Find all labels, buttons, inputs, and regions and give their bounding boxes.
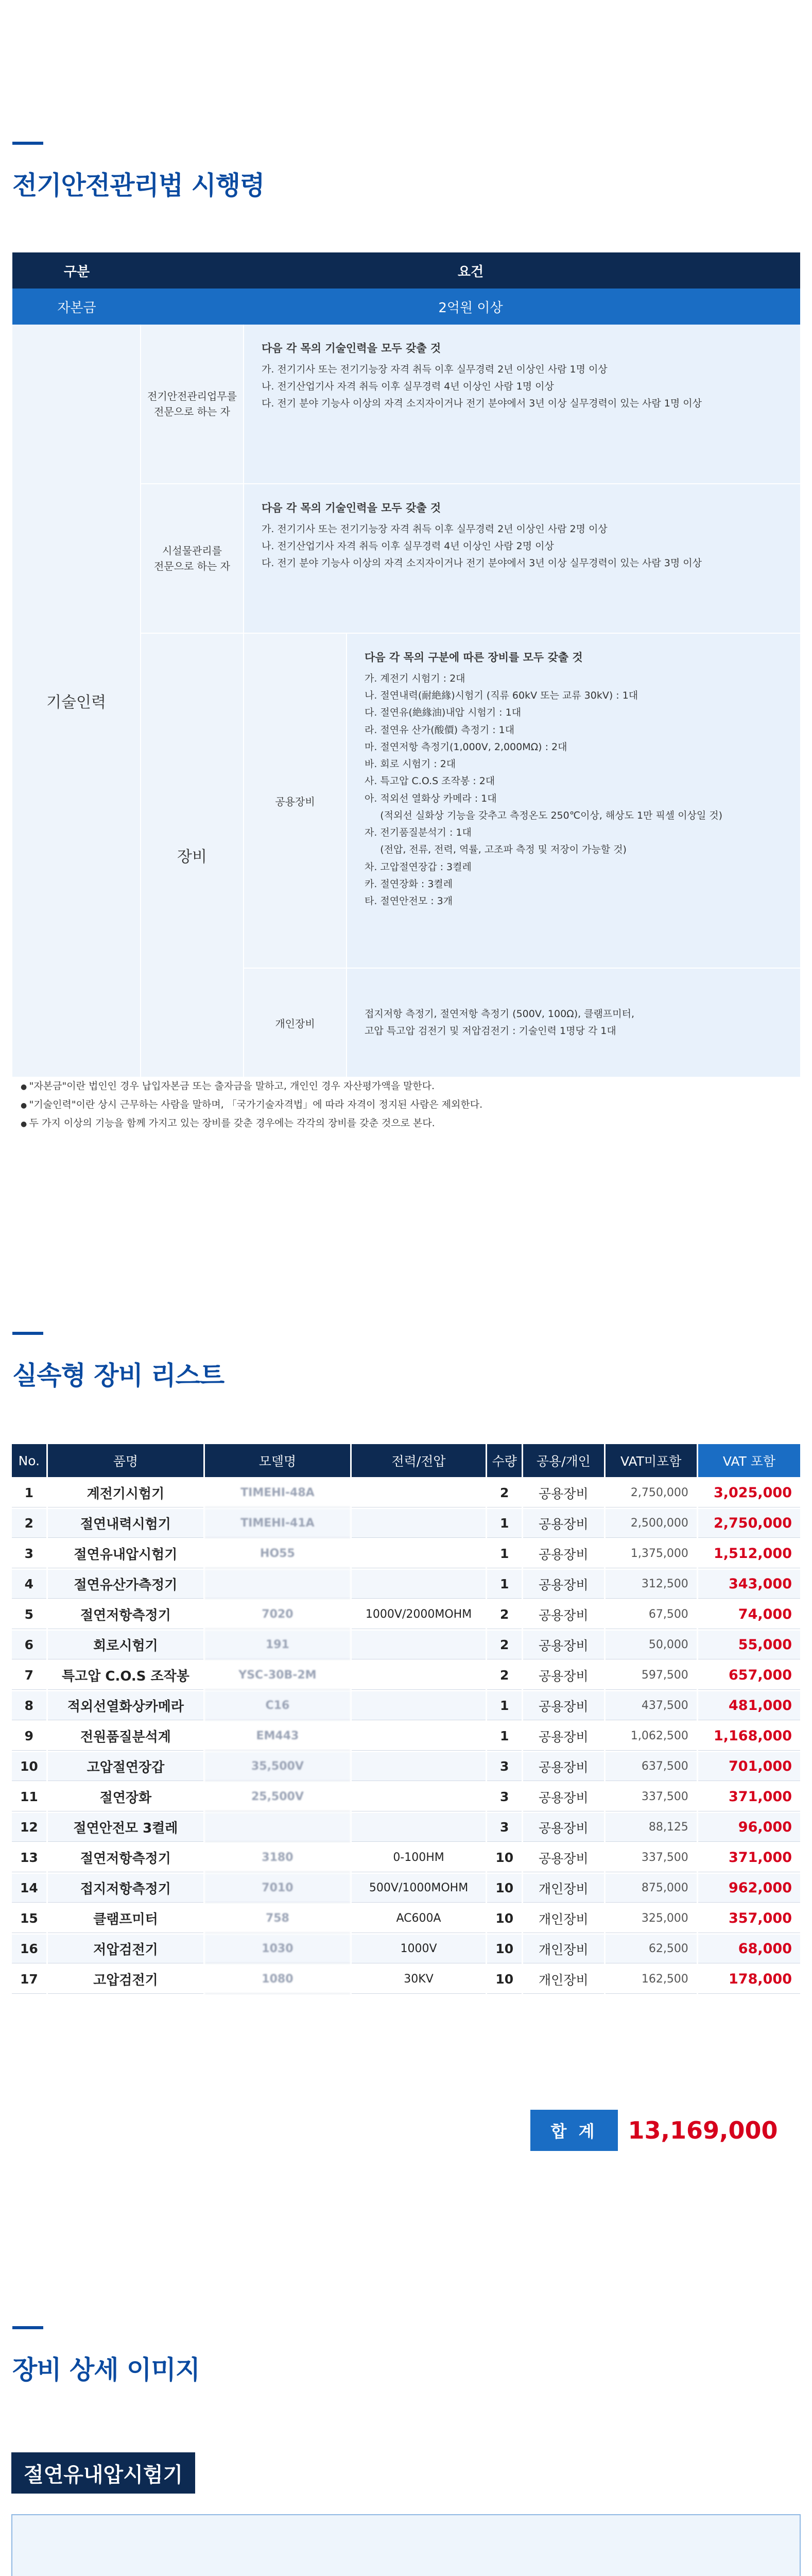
- experts-row: [141, 325, 800, 484]
- col-qty: 수량: [487, 1444, 522, 1477]
- tech-staff-label: 기술인력: [12, 325, 141, 1077]
- experts-text: 다음 각 목의 기술인력을 모두 갖출 것 가. 전기기사 또는 전기기능장 자격 취득 이후 실무경력 2년 이상인 사람 1명 이상 나. 전기산업기사 자격 취득 이후 실무경력 4년 이상인 사람 1명 이상 다. 전기 분야 기능사 이상의 자격 소지자이거나 전기 분야에서 3년 이상 실무경력이 있는 사람 1명 이상: [244, 325, 800, 483]
- row-qty: 10: [487, 1843, 522, 1872]
- row-no: 14: [12, 1874, 46, 1903]
- row-type: 개인장비: [523, 1904, 603, 1933]
- row-power: [352, 1813, 486, 1842]
- row-price: 67,500: [606, 1600, 697, 1629]
- table-row: [12, 1570, 800, 1599]
- row-name: 절연안전모 3켤레: [48, 1813, 203, 1842]
- row-price: 325,000: [606, 1904, 697, 1933]
- row-qty: 10: [487, 1965, 522, 1994]
- row-name: 접지저항측정기: [48, 1874, 203, 1903]
- row-qty: 1: [487, 1539, 522, 1568]
- row-power: [352, 1509, 486, 1538]
- facility-row: [141, 484, 800, 634]
- row-name: 계전기시험기: [48, 1479, 203, 1507]
- table-row: [12, 1752, 800, 1781]
- row-no: 13: [12, 1843, 46, 1872]
- row-price: 337,500: [606, 1843, 697, 1872]
- row-vat: 1,512,000: [698, 1539, 800, 1568]
- row-model: C16: [205, 1691, 350, 1720]
- row-type: 공용장비: [523, 1691, 603, 1720]
- row-vat: 357,000: [698, 1904, 800, 1933]
- row-qty: 3: [487, 1813, 522, 1842]
- personal-equipment-label: 개인장비: [244, 969, 347, 1077]
- table-row: [12, 1722, 800, 1751]
- row-no: 2: [12, 1509, 46, 1538]
- row-price: 62,500: [606, 1935, 697, 1963]
- col-price: VAT미포함: [606, 1444, 697, 1477]
- row-power: AC600A: [352, 1904, 486, 1933]
- row-no: 7: [12, 1661, 46, 1690]
- col-no: No.: [12, 1444, 46, 1477]
- col-model: 모델명: [205, 1444, 350, 1477]
- note-item: ● "자본금"이란 법인인 경우 납입자본금 또는 출자금을 말하고, 개인인 경우 자산평가액을 말한다.: [21, 1077, 482, 1095]
- row-model: YSC-30B-2M: [205, 1661, 350, 1690]
- section-title-law: 전기안전관리법 시행령: [12, 165, 264, 202]
- row-qty: 2: [487, 1479, 522, 1507]
- row-power: [352, 1539, 486, 1568]
- row-qty: 3: [487, 1783, 522, 1811]
- row-power: [352, 1661, 486, 1690]
- row-price: 2,500,000: [606, 1509, 697, 1538]
- total-label: 합 계: [530, 2110, 618, 2151]
- row-vat: 96,000: [698, 1813, 800, 1842]
- total-box: [530, 2110, 788, 2151]
- requirements-table: [12, 252, 800, 1077]
- row-model: HO55: [205, 1539, 350, 1568]
- row-price: 437,500: [606, 1691, 697, 1720]
- row-no: 10: [12, 1752, 46, 1781]
- facility-label: 시설물관리를 전문으로 하는 자: [141, 484, 244, 633]
- row-price: 312,500: [606, 1570, 697, 1599]
- row-no: 3: [12, 1539, 46, 1568]
- header-requirement: 요건: [457, 264, 484, 280]
- row-qty: 10: [487, 1935, 522, 1963]
- row-model: 7020: [205, 1600, 350, 1629]
- row-no: 5: [12, 1600, 46, 1629]
- row-vat: 3,025,000: [698, 1479, 800, 1507]
- col-vat: VAT 포함: [698, 1444, 800, 1477]
- table-row: [12, 1935, 800, 1963]
- capital-label: 자본금: [57, 300, 96, 316]
- row-qty: 2: [487, 1600, 522, 1629]
- row-type: 공용장비: [523, 1813, 603, 1842]
- row-no: 1: [12, 1479, 46, 1507]
- row-no: 15: [12, 1904, 46, 1933]
- row-model: TIMEHI-41A: [205, 1509, 350, 1538]
- row-name: 특고압 C.O.S 조작봉: [48, 1661, 203, 1690]
- row-vat: 2,750,000: [698, 1509, 800, 1538]
- row-type: 공용장비: [523, 1600, 603, 1629]
- requirements-header: [12, 252, 800, 289]
- row-power: [352, 1479, 486, 1507]
- row-model: [205, 1813, 350, 1842]
- row-vat: 701,000: [698, 1752, 800, 1781]
- row-name: 절연장화: [48, 1783, 203, 1811]
- table-row: [12, 1509, 800, 1538]
- row-type: 공용장비: [523, 1479, 603, 1507]
- row-qty: 10: [487, 1904, 522, 1933]
- table-row: [12, 1600, 800, 1629]
- row-model: EM443: [205, 1722, 350, 1751]
- row-name: 클램프미터: [48, 1904, 203, 1933]
- row-name: 절연내력시험기: [48, 1509, 203, 1538]
- common-equipment-text: 다음 각 목의 구분에 따른 장비를 모두 갖출 것 가. 계전기 시험기 : 2대 나. 절연내력(耐絶緣)시험기 (직류 60kV 또는 교류 30kV) : 1대 다. 절연유(絶緣油)내압 시험기 : 1대 라. 절연유 산가(酸價) 측정기 : 1대 마. 절연저항 측정기(1,000V, 2,000MΩ) : 2대 바. 회로 시험기 : 2대 사. 특고압 C.O.S 조작봉 : 2대 아. 적외선 열화상 카메라 : 1대 (적외선 실화상 기능을 갖추고 측정온도 250℃이상, 해상도 1만 픽셀 이상일 것) 자. 전기품질분석기 : 1대 (전압, 전류, 전력, 역률, 고조파 측정 및 저장이 가능할 것) 차. 고압절연장갑 : 3켤레 카. 절연장화 : 3켤레 타. 절연안전모 : 3개: [347, 634, 800, 968]
- row-vat: 481,000: [698, 1691, 800, 1720]
- row-qty: 1: [487, 1691, 522, 1720]
- equipment-block: [141, 634, 800, 1077]
- table-row: [12, 1874, 800, 1903]
- tech-staff-block: [12, 325, 800, 1077]
- row-price: 88,125: [606, 1813, 697, 1842]
- row-model: [205, 1570, 350, 1599]
- personal-equipment-text: 접지저항 측정기, 절연저항 측정기 (500V, 100Ω), 클램프미터, 고압 특고압 검전기 및 저압검전기 : 기술인력 1명당 각 1대: [347, 969, 800, 1077]
- row-type: 공용장비: [523, 1509, 603, 1538]
- row-type: 공용장비: [523, 1722, 603, 1751]
- table-row: [12, 1965, 800, 1994]
- row-type: 개인장비: [523, 1965, 603, 1994]
- row-qty: 2: [487, 1661, 522, 1690]
- row-name: 저압검전기: [48, 1935, 203, 1963]
- row-vat: 55,000: [698, 1631, 800, 1659]
- row-power: [352, 1752, 486, 1781]
- table-row: [12, 1783, 800, 1811]
- row-vat: 1,168,000: [698, 1722, 800, 1751]
- row-model: 191: [205, 1631, 350, 1659]
- equipment-label: 장비: [141, 634, 244, 1077]
- label-insulation-oil-tester: 절연유내압시험기: [11, 2452, 195, 2494]
- row-vat: 371,000: [698, 1843, 800, 1872]
- capital-value: 2억원 이상: [438, 300, 503, 316]
- row-no: 4: [12, 1570, 46, 1599]
- row-price: 2,750,000: [606, 1479, 697, 1507]
- row-name: 적외선열화상카메라: [48, 1691, 203, 1720]
- table-row: [12, 1813, 800, 1842]
- row-power: 500V/1000MOHM: [352, 1874, 486, 1903]
- table-row: [12, 1631, 800, 1659]
- row-no: 16: [12, 1935, 46, 1963]
- row-name: 절연저항측정기: [48, 1843, 203, 1872]
- insulation-oil-tester-illustration: [12, 2515, 801, 2576]
- row-power: 1000V: [352, 1935, 486, 1963]
- row-price: 1,062,500: [606, 1722, 697, 1751]
- row-type: 개인장비: [523, 1874, 603, 1903]
- row-qty: 2: [487, 1631, 522, 1659]
- row-price: 597,500: [606, 1661, 697, 1690]
- table-row: [12, 1539, 800, 1568]
- row-qty: 1: [487, 1570, 522, 1599]
- row-model: 1030: [205, 1935, 350, 1963]
- note-item: ● 두 가지 이상의 기능을 함께 가지고 있는 장비를 갖춘 경우에는 각각의 장비를 갖춘 것으로 본다.: [21, 1114, 482, 1132]
- row-name: 전원품질분석계: [48, 1722, 203, 1751]
- row-qty: 1: [487, 1722, 522, 1751]
- row-price: 50,000: [606, 1631, 697, 1659]
- row-no: 6: [12, 1631, 46, 1659]
- experts-label: 전기안전관리업무를 전문으로 하는 자: [141, 325, 244, 483]
- row-model: 3180: [205, 1843, 350, 1872]
- row-name: 회로시험기: [48, 1631, 203, 1659]
- row-price: 337,500: [606, 1783, 697, 1811]
- row-power: [352, 1570, 486, 1599]
- row-type: 공용장비: [523, 1631, 603, 1659]
- row-model: 25,500V: [205, 1783, 350, 1811]
- row-power: [352, 1722, 486, 1751]
- table-row: [12, 1691, 800, 1720]
- table-row: [12, 1904, 800, 1933]
- row-type: 공용장비: [523, 1843, 603, 1872]
- table-row: [12, 1661, 800, 1690]
- row-vat: 343,000: [698, 1570, 800, 1599]
- row-type: 공용장비: [523, 1752, 603, 1781]
- row-type: 공용장비: [523, 1661, 603, 1690]
- row-price: 875,000: [606, 1874, 697, 1903]
- row-name: 절연저항측정기: [48, 1600, 203, 1629]
- row-qty: 10: [487, 1874, 522, 1903]
- row-model: 7010: [205, 1874, 350, 1903]
- total-value: 13,169,000: [628, 2116, 778, 2144]
- row-price: 1,375,000: [606, 1539, 697, 1568]
- row-qty: 3: [487, 1752, 522, 1781]
- row-vat: 178,000: [698, 1965, 800, 1994]
- equipment-table: [10, 1443, 802, 1995]
- capital-row: [12, 289, 800, 325]
- common-equipment-row: [244, 634, 800, 969]
- row-type: 공용장비: [523, 1539, 603, 1568]
- table-row: [12, 1843, 800, 1872]
- row-model: 758: [205, 1904, 350, 1933]
- row-power: [352, 1691, 486, 1720]
- row-vat: 657,000: [698, 1661, 800, 1690]
- note-item: ● "기술인력"이란 상시 근무하는 사람을 말하며, 「국가기술자격법」에 따라 자격이 정지된 사람은 제외한다.: [21, 1095, 482, 1114]
- col-power: 전력/전압: [352, 1444, 486, 1477]
- row-power: [352, 1783, 486, 1811]
- row-power: 1000V/2000MOHM: [352, 1600, 486, 1629]
- row-power: 30KV: [352, 1965, 486, 1994]
- row-type: 공용장비: [523, 1783, 603, 1811]
- row-name: 절연유내압시험기: [48, 1539, 203, 1568]
- row-price: 637,500: [606, 1752, 697, 1781]
- facility-text: 다음 각 목의 기술인력을 모두 갖출 것 가. 전기기사 또는 전기기능장 자격 취득 이후 실무경력 2년 이상인 사람 2명 이상 나. 전기산업기사 자격 취득 이후 실무경력 4년 이상인 사람 2명 이상 다. 전기 분야 기능사 이상의 자격 소지자이거나 전기 분야에서 3년 이상 실무경력이 있는 사람 3명 이상: [244, 484, 800, 633]
- row-model: TIMEHI-48A: [205, 1479, 350, 1507]
- personal-equipment-row: [244, 969, 800, 1077]
- col-type: 공용/개인: [523, 1444, 603, 1477]
- table-row: [12, 1479, 800, 1507]
- header-category: 구분: [63, 264, 90, 280]
- common-equipment-label: 공용장비: [244, 634, 347, 968]
- image-insulation-oil-tester: [11, 2514, 801, 2576]
- row-power: [352, 1631, 486, 1659]
- row-vat: 68,000: [698, 1935, 800, 1963]
- row-no: 8: [12, 1691, 46, 1720]
- row-no: 11: [12, 1783, 46, 1811]
- row-model: 35,500V: [205, 1752, 350, 1781]
- equipment-table-header: [12, 1444, 800, 1477]
- row-type: 공용장비: [523, 1570, 603, 1599]
- row-type: 개인장비: [523, 1935, 603, 1963]
- row-vat: 962,000: [698, 1874, 800, 1903]
- row-no: 17: [12, 1965, 46, 1994]
- row-power: 0-100HM: [352, 1843, 486, 1872]
- row-name: 고압검전기: [48, 1965, 203, 1994]
- row-name: 절연유산가측정기: [48, 1570, 203, 1599]
- row-vat: 371,000: [698, 1783, 800, 1811]
- row-no: 12: [12, 1813, 46, 1842]
- row-no: 9: [12, 1722, 46, 1751]
- row-qty: 1: [487, 1509, 522, 1538]
- row-name: 고압절연장갑: [48, 1752, 203, 1781]
- row-price: 162,500: [606, 1965, 697, 1994]
- section-title-equipment-list: 실속형 장비 리스트: [12, 1355, 224, 1392]
- section-title-images: 장비 상세 이미지: [12, 2349, 200, 2386]
- row-vat: 74,000: [698, 1600, 800, 1629]
- row-model: 1080: [205, 1965, 350, 1994]
- requirements-notes: [21, 1077, 482, 1132]
- col-name: 품명: [48, 1444, 203, 1477]
